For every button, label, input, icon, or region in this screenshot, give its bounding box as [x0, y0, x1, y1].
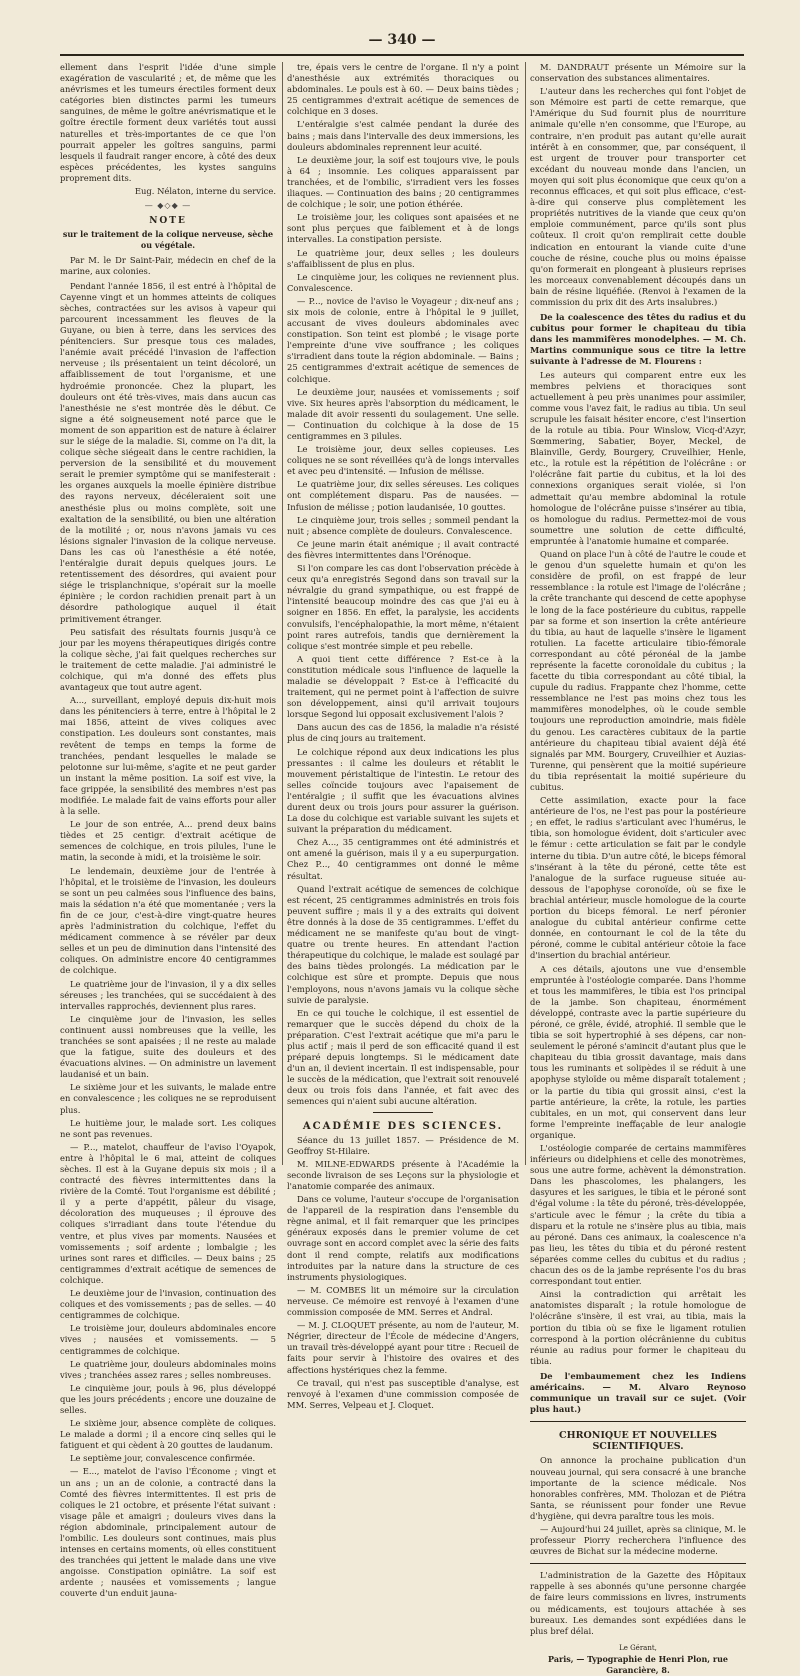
column-2 [287, 62, 519, 1410]
paragraph: Le huitième jour, le malade sort. Les coliques ne sont pas revenues. [60, 1117, 276, 1139]
paragraph: Le cinquième jour, les coliques ne reviennent plus. Convalescence. [287, 271, 519, 293]
paragraph: tre, épais vers le centre de l'organe. Il n'y a point d'anesthésie aux extrémités thoraciques ou abdominales. Le pouls est à 60. — Deux bains tièdes ; 25 centigrammes d'extrait acétique de semences de colchique en 3 doses. [287, 62, 519, 117]
gerant: Le Gérant, [619, 1643, 657, 1652]
paragraph: Le sixième jour, absence complète de coliques. Le malade a dormi ; il a encore cinq selles qui le fatiguent et qui cèdent à 20 gouttes de laudanum. [60, 1418, 276, 1451]
paragraph: A ces détails, ajoutons une vue d'ensemble empruntée à l'ostéologie comparée. Dans l'homme et tous les mammifères, le tibia est l'os principal de la jambe. Son chapiteau, énormément développé, contraste avec la partie supérieure du péroné, ce grêle, évidé, atrophié. Il semble que le tibia se soit hypertrophié à ses dépens, car non-seulement le péroné s'amincit d'autant plus que le chapiteau du tibia grossit davantage, mais dans tous les ruminants et solipèdes il se réduit à une apophyse styloïde ou même disparaît totalement ; or la partie du tibia qui grossit ainsi, c'est la partie antérieure, la crête, la rotule, les parties cubitales, en un mot, qui conservent dans leur forme l'empreinte ineffaçable de leur analogie organique. [530, 963, 746, 1140]
column-1 [60, 62, 276, 1599]
footer [530, 1643, 746, 1676]
paragraph: Le cinquième jour, pouls à 96, plus développé que les jours précédents ; encore une douzaine de selles. [60, 1382, 276, 1415]
column-divider [282, 62, 283, 1165]
author-line: Par M. le Dr Saint-Pair, médecin en chef de la marine, aux colonies. [60, 254, 276, 276]
section-subhead: De la coalescence des têtes du radius et du cubitus pour former le chapiteau du tibia dans les mammifères monodelphes. — M. Ch. Martins communique sous ce titre la lettre suivante à l'adresse de M. Flourens : [530, 312, 746, 367]
paragraph: Le quatrième jour, douleurs abdominales moins vives ; tranchées assez rares ; selles nombreuses. [60, 1358, 276, 1380]
academy-intro: Séance du 13 juillet 1857. — Présidence de M. Geoffroy St-Hilaire. [287, 1134, 519, 1156]
page-number: — 340 — [368, 32, 436, 48]
article-body [287, 62, 519, 1108]
paragraph: Chez A..., 35 centigrammes ont été administrés et ont amené la guérison, mais il y a eu superpurgation. Chez P..., 40 centigrammes ont donné le même résultat. [287, 837, 519, 881]
note-title: NOTE [149, 216, 187, 227]
academy-body [287, 1159, 519, 1411]
paragraph: Pendant l'année 1856, il est entré à l'hôpital de Cayenne vingt et un hommes atteints de coliques sèches, contractées sur les avisos à vapeur qui parcourent incessamment les fleuves de la Guyane, ou bien à terre, dans les services des pénitenciers. Sur presque tous ces malades, l'anémie avait précédé l'invasion de l'affection nerveuse ; ils présentaient un teint décoloré, un affaiblissement de tout l'organisme, et une hydroémie prononcée. Chez la plupart, les douleurs ont été très-vives, mais dans aucun cas l'anesthésie ne s'est montrée dès le début. Ce signe a été soigneusement noté parce que le moment de son apparition est de nature à éclairer sur le siége de la maladie. Si, comme on l'a dit, la colique sèche siégeait dans le centre rachidien, la perversion de la sensibilité et du mouvement serait le premier symptôme qui se manifesterait : les organes auxquels la moelle épinière distribue des rayons nerveux, décéleraient soit une anesthésie plus ou moins complète, soit une exaltation de la sensibilité, ou bien une altération de la motilité ; or, nous n'avons jamais vu ces lésions signaler l'invasion de la colique nerveuse. Dans les cas où l'anesthésie a été notée, l'entéralgie durait depuis quelques jours. Le retentissement des désordres, qui avaient pour siége le trisplanchnique, s'opérait sur la moelle épinière ; le cordon rachidien prenait part à un désordre pathologique auquel il était primitivement étranger. [60, 280, 276, 624]
paragraph: A..., surveillant, employé depuis dix-huit mois dans les pénitenciers à terre, entre à l'hôpital le 2 mai 1856, atteint de vives coliques avec constipation. Les douleurs sont constantes, mais revêtent de temps en temps la forme de tranchées, pendant lesquelles le malade se pelotonne sur lui-même, s'agite et ne peut garder un instant la même position. La soif est vive, la face grippée, la sensibilité des membres n'est pas modifiée. Le malade fait de vains efforts pour aller à la selle. [60, 695, 276, 817]
section-subhead: De l'embaumement chez les Indiens américains. — M. Alvaro Reynoso communique un travail sur ce sujet. (Voir plus haut.) [530, 1370, 746, 1415]
note-subtitle: sur le traitement de la colique nerveuse, sèche ou végétale. [62, 229, 274, 251]
paragraph: — E..., matelot de l'aviso l'Économe ; vingt et un ans ; un an de colonie, a contracté dans la Comté des fièvres intermittentes. Il est pris de coliques le 21 octobre, et présente l'état suivant : visage pâle et amaigri ; douleurs vives dans la région abdominale, principalement autour de l'ombilic. Les douleurs sont continues, mais plus intenses en certains moments, où elles constituent des tranchées qui jettent le malade dans une vive angoisse. Constipation opiniâtre. La soif est ardente ; nausées et vomissements ; langue couverte d'un enduit jauna- [60, 1466, 276, 1599]
chronique-title: CHRONIQUE ET NOUVELLES SCIENTIFIQUES. [559, 1430, 717, 1453]
paragraph: Le quatrième jour, deux selles ; les douleurs s'affaiblissent de plus en plus. [287, 247, 519, 269]
paragraph: ellement dans l'esprit l'idée d'une simple exagération de vascularité ; et, de même que les anévrismes et les tumeurs érectiles forment deux catégories bien distinctes parmi les tumeurs sanguines, de même le goître anévrismatique et le goître érectile forment deux variétés tout aussi naturelles et très-importantes de ce que l'on pourrait appeler les goîtres sanguins, parmi lesquels il faudrait ranger encore, à côté des deux espèces précédentes, les kystes sanguins proprement dits. [60, 62, 276, 183]
paragraph: Le troisième jour, deux selles copieuses. Les coliques ne se sont réveillées qu'à de longs intervalles et avec peu d'intensité. — Infusion de mélisse. [287, 444, 519, 477]
chronique-body [530, 1455, 746, 1557]
paragraph: Cette assimilation, exacte pour la face antérieure de l'os, ne l'est pas pour la postérieure ; en effet, le radius s'articulant avec l'humérus, le tibia, son homologue évident, doit s'articuler avec le fémur : cette articulation se fait par le condyle interne du tibia. D'un autre côté, le biceps fémoral s'insérant à la tête du péroné, cette tête est l'analogue de la surface rugueuse située au-dessous de l'apophyse coronoïde, où se fixe le brachial antérieur, muscle homologue de la courte portion du biceps fémoral. Le nerf péronier analogue du cubital antérieur confirme cette donnée, en contournant le col de la tête du péroné, comme le cubital antérieur côtoie la face d'insertion du brachial antérieur. [530, 795, 746, 961]
paragraph: Ainsi la contradiction qui arrêtait les anatomistes disparaît ; la rotule homologue de l'olécrâne s'insère, il est vrai, au tibia, mais la portion du tibia où se fixe le ligament rotulien correspond à la portion olécrânienne du cubitus réunie au radius pour former le chapiteau du tibia. [530, 1289, 746, 1366]
paragraph: Le cinquième jour, trois selles ; sommeil pendant la nuit ; absence complète de douleurs. Convalescence. [287, 514, 519, 536]
paragraph: — Aujourd'hui 24 juillet, après sa clinique, M. le professeur Piorry recherchera l'influence des œuvres de Bichat sur la médecine moderne. [530, 1524, 746, 1557]
paragraph: Quand l'extrait acétique de semences de colchique est récent, 25 centigrammes administrés en trois fois peuvent suffire ; mais il y a des extraits qui doivent être donnés à la dose de 35 centigrammes. L'effet du médicament ne se manifeste qu'au bout de vingt-quatre ou trente heures. En attendant l'action thérapeutique du colchique, le malade est soulagé par des bains tièdes prolongés. La médication par le colchique est sûre et prompte. Depuis que nous l'employons, nous n'avons jamais vu la colique sèche suivie de paralysie. [287, 883, 519, 1005]
paragraph: — M. COMBES lit un mémoire sur la circulation nerveuse. Ce mémoire est renvoyé à l'examen d'une commission composée de MM. Serres et Andral. [287, 1284, 519, 1318]
paragraph: Le deuxième jour, la soif est toujours vive, le pouls à 64 ; insomnie. Les coliques apparaissent par tranchées, et de l'ombilic, s'irradient vers les fosses iliaques. — Continuation des bains ; 20 centigrammes de colchique ; le soir, une potion éthérée. [287, 154, 519, 210]
paragraph: Le deuxième jour, nausées et vomissements ; soif vive. Six heures après l'absorption du médicament, le malade dit avoir ressenti du soulagement. Une selle. — Continuation du colchique à la dose de 15 centigrammes en 3 pilules. [287, 386, 519, 441]
signature: Eug. Nélaton, interne du service. [134, 186, 276, 197]
divider [530, 1563, 746, 1564]
paragraph: L'auteur dans les recherches qui font l'objet de son Mémoire est parti de cette remarque, que l'Amérique du Sud fournit plus de nourriture animale qu'elle n'en consomme, que l'Europe, au contraire, n'en produit pas autant qu'elle aurait intérêt à en consommer, que, par conséquent, il est urgent de trouver pour transporter cet excédant du nouveau monde dans l'ancien, un moyen qui soit plus économique que ceux qu'on a reconnus efficaces, et qui soit plus efficace, c'est-à-dire qui conserve plus complètement les propriétés nutritives de la viande que ceux qu'on emploie communément, parce qu'ils sont plus coûteux. Il croit qu'on remplirait cette double indication en entourant la viande cuite d'une couche de résine, couche plus ou moins épaisse qu'on formerait en plongeant à plusieurs reprises les morceaux convenablement découpés dans un bain de résine liquéfiée. (Renvoi à l'examen de la commission du prix dit des Arts insalubres.) [530, 86, 746, 307]
academy-title: ACADÉMIE DES SCIENCES. [302, 1120, 504, 1132]
paragraph: Le quatrième jour de l'invasion, il y a dix selles séreuses ; les tranchées, qui se succédaient à des intervalles rapprochés, deviennent plus rares. [60, 978, 276, 1011]
article-body [530, 62, 746, 308]
paragraph: Si l'on compare les cas dont l'observation précède à ceux qu'a enregistrés Segond dans son travail sur la névralgie du grand sympathique, ou est frappé de l'intensité beaucoup moindre des cas que j'ai eu à soigner en 1856. En effet, la paralysie, les accidents convulsifs, l'encéphalopathie, la mort même, n'étaient point rares autrefois, tandis que dernièrement la colique s'est montrée simple et peu rebelle. [287, 563, 519, 651]
paragraph: — P..., matelot, chauffeur de l'aviso l'Oyapok, entre à l'hôpital le 6 mai, atteint de coliques sèches. Il est à la Guyane depuis six mois ; il a contracté des fièvres intermittentes dans la rivière de la Comté. Tout l'organisme est débilité ; il y a perte d'appétit, pâleur du visage, décoloration des muqueuses ; il éprouve des coliques s'irradiant dans toute l'étendue du ventre, et plus vives par moments. Nausées et vomissements ; soif ardente ; lombalgie ; les urines sont rares et difficiles. — Deux bains ; 25 centigrammes d'extrait acétique de semences de colchique. [60, 1141, 276, 1285]
divider [530, 1421, 746, 1422]
paragraph: On annonce la prochaine publication d'un nouveau journal, qui sera consacré à une branche importante de la science médicale. Nos honorables confrères, MM. Tholozan et de Piétra Santa, se réunissent pour fonder une Revue d'hygiène, qui devra paraître tous les mois. [530, 1455, 746, 1521]
paragraph: Ce travail, qui n'est pas susceptible d'analyse, est renvoyé à l'examen d'une commission composée de MM. Serres, Velpeau et J. Cloquet. [287, 1377, 519, 1410]
paragraph: Ce jeune marin était anémique ; il avait contracté des fièvres intermittentes dans l'Orénoque. [287, 538, 519, 560]
imprint: Paris, — Typographie de Henri Plon, rue Garancière, 8. [548, 1653, 728, 1676]
paragraph: Le troisième jour, douleurs abdominales encore vives ; nausées et vomissements. — 5 centigrammes de colchique. [60, 1323, 276, 1356]
divider [373, 1112, 433, 1113]
paragraph: Le deuxième jour de l'invasion, continuation des coliques et des vomissements ; pas de selles. — 40 centigrammes de colchique. [60, 1288, 276, 1321]
paragraph: Le sixième jour et les suivants, le malade entre en convalescence ; les coliques ne se reproduisent plus. [60, 1082, 276, 1115]
header-rule [60, 54, 744, 56]
paragraph: Peu satisfait des résultats fournis jusqu'à ce jour par les moyens thérapeutiques dirigés contre la colique sèche, j'ai fait quelques recherches sur le traitement de cette maladie. J'ai administré le colchique, qui m'a donné des effets plus avantageux que tout autre agent. [60, 626, 276, 693]
paragraph: — M. J. CLOQUET présente, au nom de l'auteur, M. Négrier, directeur de l'École de médecine d'Angers, un travail très-développé ayant pour titre : Recueil de faits pour servir à l'histoire des ovaires et des affections hystériques chez la femme. [287, 1320, 519, 1375]
paragraph: Le quatrième jour, dix selles séreuses. Les coliques ont complétement disparu. Pas de nausées. — Infusion de mélisse ; potion laudanisée, 10 gouttes. [287, 479, 519, 512]
admin-notice: L'administration de la Gazette des Hôpitaux rappelle à ses abonnés qu'une personne chargée de faire leurs commissions en livres, instruments ou médicaments, est toujours attachée à ses bureaux. Les demandes sont expédiées dans le plus bref délai. [530, 1570, 746, 1636]
paragraph: Dans ce volume, l'auteur s'occupe de l'organisation de l'appareil de la respiration dans l'ensemble du règne animal, et il fait remarquer que les principes généraux exposés dans le premier volume de cet ouvrage sont en accord complet avec la série des faits dont il rend compte, relatifs aux modifications introduites par la nature dans la structure de ces instruments physiologiques. [287, 1194, 519, 1282]
paragraph: A quoi tient cette différence ? Est-ce à la constitution médicale sous l'influence de laquelle la maladie se développait ? Est-ce à l'efficacité du traitement, qui ne permet point à l'affection de suivre son développement, ainsi qu'il arrivait toujours lorsque Segond lui opposait exclusivement l'alois ? [287, 653, 519, 720]
page-header [60, 30, 744, 54]
paragraph: M. MILNE-EDWARDS présente à l'Académie la seconde livraison de ses Leçons sur la physiologie et l'anatomie comparée des animaux. [287, 1158, 519, 1191]
ornament-divider: — ◆◇◆ — [144, 201, 192, 211]
paragraph: Quand on place l'un à côté de l'autre le coude et le genou d'un squelette humain et qu'on les considère de profil, on est frappé de leur ressemblance : la rotule est l'image de l'olécrâne ; la crête tranchante qui descend de cette apophyse le long de la face postérieure du cubitus, rappelle par sa forme et son insertion la crête antérieure du tibia, au haut de laquelle s'insère le ligament rotulien. La facette articulaire tibio-fémorale correspondant au côté péronéal de la jambe représente la facette coronoïdale du cubitus ; la facette du tibia correspondant au côté tibial, la cupule du radius. Frappante chez l'homme, cette ressemblance ne l'est pas moins chez tous les mammifères monodelphes, où le coude semble toujours une reproduction amoindrie, mais fidèle du genou. Les caractères cubitaux de la partie antérieure du chapiteau tibial avaient déjà été signalés par MM. Bourgery, Cruveilhier et Auzias-Turenne, qui pensèrent que la moitié supérieure du tibia représentait la moitié supérieure du cubitus. [530, 549, 746, 792]
paragraph: Le septième jour, convalescence confirmée. [70, 1453, 256, 1464]
paragraph: M. DANDRAUT présente un Mémoire sur la conservation des substances alimentaires. [530, 62, 746, 84]
paragraph: Le jour de son entrée, A... prend deux bains tièdes et 25 centigr. d'extrait acétique de semences de colchique, en trois pilules, l'une le matin, la seconde à midi, et la troisième le soir. [60, 819, 276, 863]
article-body [60, 281, 276, 1600]
paragraph: Le troisième jour, les coliques sont apaisées et ne sont plus perçues que faiblement et à de longs intervalles. La constipation persiste. [287, 212, 519, 245]
column-divider [525, 62, 526, 1165]
paragraph: L'ostéologie comparée de certains mammifères inférieurs ou didelphiens et celle des monotrèmes, sous une autre forme, achèvent la démonstration. Dans les phascolomes, les phalangers, les dasyures et les sarigues, le tibia et le péroné sont d'égal volume : la tête du péroné, très-développée, s'articule avec le fémur ; la crête du tibia a disparu et la rotule ne s'insère plus au tibia, mais au péroné. Dans ces animaux, la coalescence n'a pas lieu, les têtes du tibia et du péroné restent séparées comme celles du cubitus et du radius ; chacun des os de la jambe représente l'os du bras correspondant tout entier. [530, 1143, 746, 1287]
paragraph: Le lendemain, deuxième jour de l'entrée à l'hôpital, et le troisième de l'invasion, les douleurs se sont un peu calmées sous l'influence des bains, mais la sédation n'a été que momentanée ; vers la fin de ce jour, c'est-à-dire vingt-quatre heures après l'administration du colchique, l'effet du médicament commence à se révéler par deux selles et un peu de diminution dans l'intensité des coliques. On administre encore 40 centigrammes de colchique. [60, 865, 276, 976]
paragraph: L'entéralgie s'est calmée pendant la durée des bains ; mais dans l'intervalle des deux immersions, les douleurs abdominales reprennent leur acuité. [287, 119, 519, 152]
paragraph: En ce qui touche le colchique, il est essentiel de remarquer que le succès dépend du choix de la préparation. C'est l'extrait acétique que mi'a paru le plus actif ; mais il perd de son efficacité quand il est préparé depuis longtemps. Si le médicament date d'un an, il devient incertain. Il est indispensable, pour le succès de la médication, que l'extrait soit renouvelé deux ou trois fois dans l'année, et fait avec des semences qui n'aient subi aucune altération. [287, 1007, 519, 1107]
paragraph: — P..., novice de l'aviso le Voyageur ; dix-neuf ans ; six mois de colonie, entre à l'hôpital le 9 juillet, accusant de vives douleurs abdominales avec constipation. Son teint est plombé ; le visage porte l'empreinte d'une vive souffrance ; les coliques s'irradient dans toute la région abdominale. — Bains ; 25 centigrammes d'extrait acétique de semences de colchique. [287, 295, 519, 384]
paragraph: Le colchique répond aux deux indications les plus pressantes : il calme les douleurs et rétablit le mouvement péristaltique de l'intestin. Le retour des selles coïncide toujours avec l'apaisement de l'entéralgie ; il suffit que les évacuations alvines durent deux ou trois jours pour assurer la guérison. La dose du colchique est variable suivant les sujets et suivant la préparation du médicament. [287, 746, 519, 835]
column-3 [530, 62, 746, 1676]
article-body [530, 370, 746, 1367]
paragraph: Dans aucun des cas de 1856, la maladie n'a résisté plus de cinq jours au traitement. [287, 722, 519, 744]
paragraph: Le cinquième jour de l'invasion, les selles continuent aussi nombreuses que la veille, les tranchées se sont apaisées ; il ne reste au malade que la fatigue, suite des douleurs et des évacuations alvines. — On administre un lavement laudanisé et un bain. [60, 1013, 276, 1080]
paragraph: Les auteurs qui comparent entre eux les membres pelviens et thoraciques sont actuellement à peu près unanimes pour assimiler, comme vous l'avez fait, le radius au tibia. Un seul scrupule les faisait hésiter encore, c'est l'insertion de la rotule au tibia. Pour Winslow, Vicq-d'Azyr, Sœmmering, Sabatier, Boyer, Meckel, de Blainville, Gerdy, Bourgery, Cruveilhier, Henle, etc., la rotule est la répétition de l'olécrâne : or l'olécrâne fait partie du cubitus, et la loi des connexions organiques serait violée, si l'on admettait qu'au membre abdominal la rotule homologue de l'olécrâne puisse s'insérer au tibia, os homologue du radius. Permettez-moi de vous soumettre une solution de cette difficulté, empruntée à l'anatomie humaine et comparée. [530, 369, 746, 546]
